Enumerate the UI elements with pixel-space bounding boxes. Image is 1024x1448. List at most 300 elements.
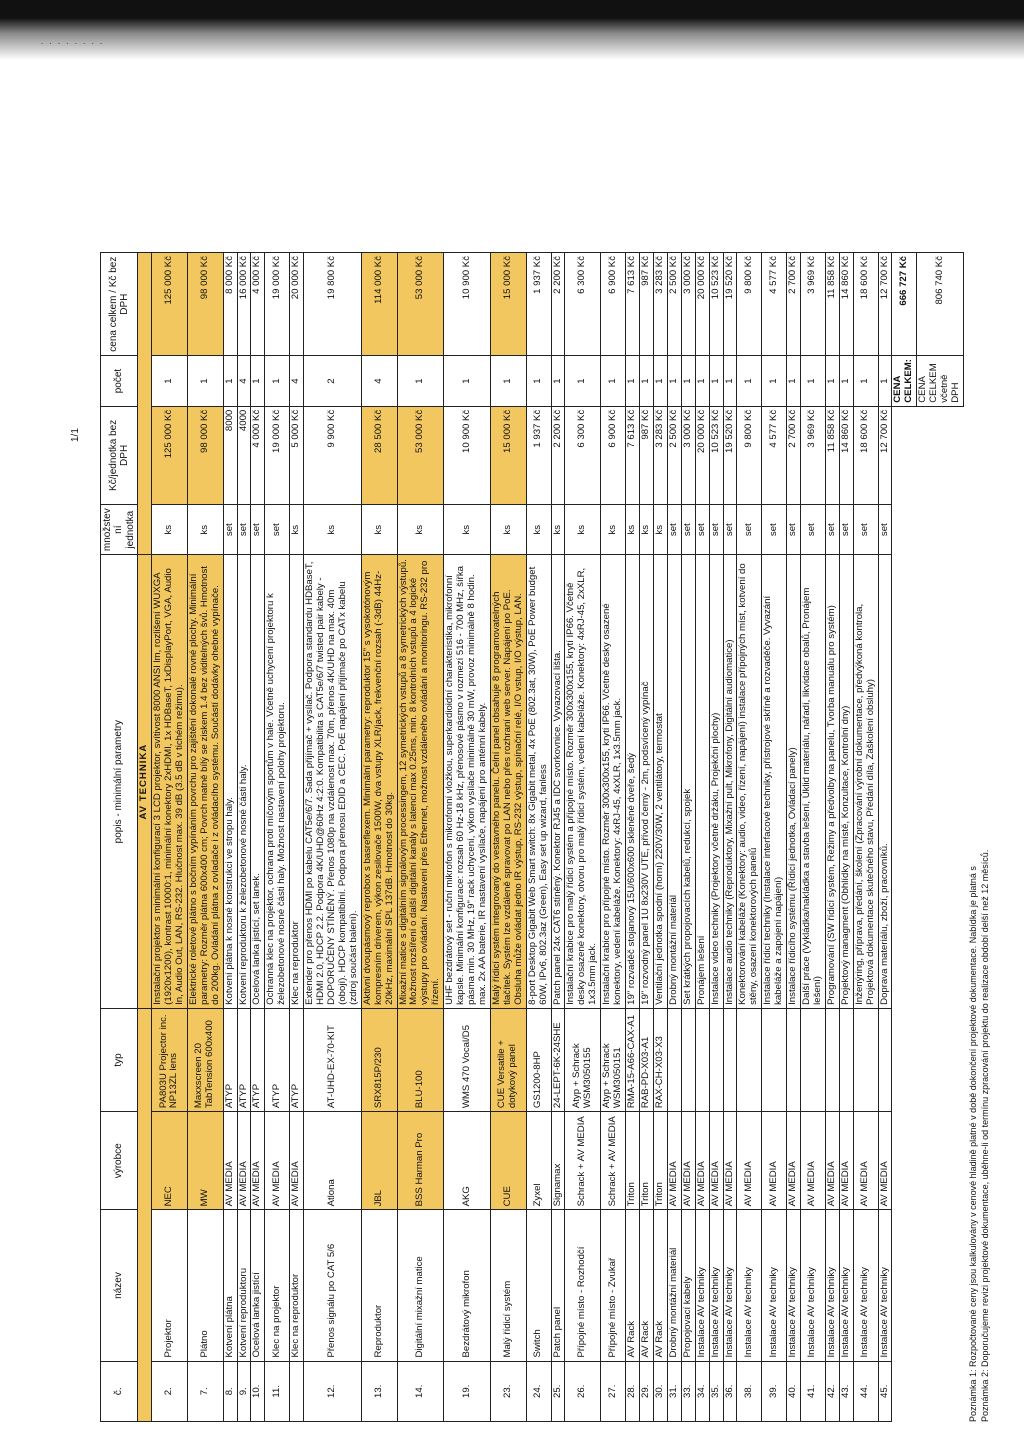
table-row [653,253,667,1422]
item-description: Aktivní dvoupásmový reprobox s basreflexem. Minimální parametry: reproduktor 15" s vysokotónovým kompresním driverem, výkon zesilovače 1500W, dva vstupy XLR/jack, frekvenční rozsah (-3dB) 44Hz-20kHz, maximální SPL 137dB. Hmotnost do 30kg. [361,555,397,1008]
header-name: název [101,1210,138,1361]
item-name: Přípojné místo - Rozhodčí [565,1210,601,1361]
row-number: 13. [361,1361,397,1421]
unit: ks [444,505,491,555]
item-type: Atyp + Schrack WSM3050151 [601,1008,626,1111]
row-number: 35. [709,1361,723,1421]
table-row [667,253,681,1422]
item-type: AT-UHD-EX-70-KIT [304,1008,362,1111]
item-description: Instalační krabice pro přípojné místo. Rozměr 300x300x155, krytí IP66. Včetně desky osazené konektory, vedení kabeláže. Konektory: 4xRJ-45, 4xXLR, 1x3.5mm jack. [601,555,626,1008]
row-total: 4 000 Kč [251,253,265,356]
row-number: 25. [551,1361,565,1421]
item-name: Instalace AV techniky [839,1210,853,1361]
row-total: 3 969 Kč [801,253,826,356]
unit-price: 2 500 Kč [667,406,681,504]
table-row [304,253,362,1422]
item-description: Projektový managment (Obhlídky na místě, Konzultace, Kontrolní dny) [839,555,853,1008]
row-total: 9 800 Kč [737,253,762,356]
table-row [565,253,601,1422]
quantity: 4 [361,356,397,406]
quantity: 1 [251,356,265,406]
row-number: 28. [626,1361,640,1421]
item-name: AV Rack [639,1210,653,1361]
table-row [551,253,565,1422]
table-row [223,253,237,1422]
header-row [101,253,138,1422]
item-description: Instalace audio techniky (Reproduktory, Mixažní pult, Mikrofony, Digitální audiomatice) [723,555,737,1008]
table-row [825,253,839,1422]
table-row [787,253,801,1422]
quantity: 1 [444,356,491,406]
item-name: Reproduktor [361,1210,397,1361]
manufacturer: AV MEDIA [825,1112,839,1210]
unit: ks [397,505,444,555]
unit: ks [551,505,565,555]
row-total: 3 283 Kč [653,253,667,356]
row-total: 125 000 Kč [152,253,188,356]
item-description: Instalační krabice pro malý řídicí systém a přípojné místo. Rozměr 300x300x155, krytí IP66. Včetně desky osazené konektory, otvoru pro malý řídicí systém, vedení kabeláže. Konektory: 4xRJ-45, 2xXLR, 1x3.5mm jack. [565,555,601,1008]
item-name: Malý řídicí systém [490,1210,526,1361]
table-row [361,253,397,1422]
item-description: Ochranná klec na projektor, ochrana proti míčovým sportům v hale. Včetně uchycení projektoru k železobetonové nosné části haly. Možnost nastavení polohy projektoru. [265,555,290,1008]
item-name: AV Rack [653,1210,667,1361]
quantity: 1 [653,356,667,406]
manufacturer: AV MEDIA [223,1112,237,1210]
unit: set [237,505,251,555]
unit: set [839,505,853,555]
item-description: Mixažní matice s digitálním signálovým processingem, 12 symetrických vstupů a 8 symetrických výstupů. Možnost rozšíření o další digitální kanály s latencí max 0.25ms, min. 8 kontrolních vstupů a 4 logické výstupy pro ovládání. Nastavení přes Ethernet, možnost vzdáleného ovládání a monitoringu. RS-232 pro řízení. [397,555,444,1008]
manufacturer: AV MEDIA [251,1112,265,1210]
manufacturer: MW [187,1112,223,1210]
item-type [737,1008,762,1111]
header-quantity: počet [101,356,138,406]
notes [968,122,991,1422]
section-title: AV TECHNIKA [138,555,152,1008]
item-name: Propojovací kabely [681,1210,695,1361]
row-total: 98 000 Kč [187,253,223,356]
quantity: 1 [152,356,188,406]
row-number: 41. [801,1361,826,1421]
unit-price: 14 860 Kč [839,406,853,504]
table-row [265,253,290,1422]
item-type: CUE Versatile + dotykový panel [490,1008,526,1111]
table-body [152,253,892,1422]
item-name: Kotvení reproduktoru [237,1210,251,1361]
item-description: 8-port Desktop Gigabit Web Smart switch: 8x Gigabit metal, 4x PoE (802.3at, 30W), PoE Power budget 60W, IPv6, 802.3az (Green), Easy set up wizard, fanless [526,555,551,1008]
unit: set [762,505,787,555]
row-number: 33. [681,1361,695,1421]
item-name: Projektor [152,1210,188,1361]
row-total: 20 000 Kč [695,253,709,356]
item-description: Elektrické roletové plátno s bočním vypínáním povrchu pro zajištění dokonalé rovné plochy. Minimální parametry: Rozměr plátna 600x400 cm; Povrch matně bílý se ziskem 1.4 bez viditelných švů. Hmotnost do 200kg. Ovládání plátna z ovladače i z ovládacího systému. Součástí dodávky ohebné vypínače. [187,555,223,1008]
row-number: 8. [223,1361,237,1421]
unit: ks [290,505,304,555]
quantity: 1 [839,356,853,406]
unit-price: 3 283 Kč [653,406,667,504]
manufacturer: Zyxel [526,1112,551,1210]
unit-price: 3 000 Kč [681,406,695,504]
row-total: 19 520 Kč [723,253,737,356]
row-total: 11 858 Kč [825,253,839,356]
item-description: Instalace video techniky (Projektory včetně držáku, Projekční plochy) [709,555,723,1008]
item-description: Patch panel 24x CAT6 stíněný. Konektor RJ45 a IDC svorkovnice. Vyvazovací lišta. [551,555,565,1008]
quantity: 1 [709,356,723,406]
manufacturer: NEC [152,1112,188,1210]
header-unit: množstev ní jednotka [101,505,138,555]
quantity: 1 [187,356,223,406]
table-row [853,253,878,1422]
item-type: RMA-15-A66-CAX-A1 [626,1008,640,1111]
row-total: 2 200 Kč [551,253,565,356]
item-name: Ocelová lanka jistící [251,1210,265,1361]
manufacturer: AV MEDIA [237,1112,251,1210]
table-row [490,253,526,1422]
manufacturer: Signamax [551,1112,565,1210]
quantity: 1 [723,356,737,406]
quantity: 1 [787,356,801,406]
row-total: 6 900 Kč [601,253,626,356]
scan-top-edge [0,0,1024,60]
quantity: 1 [681,356,695,406]
unit: set [223,505,237,555]
item-type: ATYP [223,1008,237,1111]
quantity: 1 [878,356,892,406]
row-total: 2 700 Kč [787,253,801,356]
row-number: 12. [304,1361,362,1421]
item-name: Klec na reproduktor [290,1210,304,1361]
item-description: Extender pro přenos HDMI po kabelu CAT5e/6/7. Sada přijímač + vysílač. Podpora standardu HDBaseT, HDMI 2.0, HDCP 2.2. Podpora 4K/UHD@60Hz 4:2:0. Kompatibilita s CAT5e/6/7 twisted pair kabely - DOPORUČENY STÍNĚNÝ. Přenos 1080p na vzdálenost max. 70m, přenos 4K/UHD na max. 40m (obojí). HDCP kompatibilní. Podpora přenosu EDID a CEC. PoE napájení přijímače po CATx kabelu (zdroj součást balení). [304,555,362,1008]
manufacturer: AV MEDIA [878,1112,892,1210]
item-name: Instalace AV techniky [853,1210,878,1361]
unit-price: 98 000 Kč [187,406,223,504]
row-total: 7 613 Kč [626,253,640,356]
quantity: 1 [397,356,444,406]
unit: ks [361,505,397,555]
item-type: ATYP [290,1008,304,1111]
header-type: typ [101,1008,138,1111]
item-description: 19" rozvaděč stojanový 15U/600x600 skleněné dveře, šedý [626,555,640,1008]
unit: ks [565,505,601,555]
unit: ks [152,505,188,555]
unit: set [737,505,762,555]
item-type [723,1008,737,1111]
manufacturer: AV MEDIA [681,1112,695,1210]
quantity: 4 [237,356,251,406]
row-total: 8 000 Kč [223,253,237,356]
unit-price: 6 900 Kč [601,406,626,504]
item-name: Bezdrátový mikrofon [444,1210,491,1361]
section-spacer [138,1008,152,1421]
row-total: 15 000 Kč [490,253,526,356]
item-type [709,1008,723,1111]
unit: set [878,505,892,555]
manufacturer: AV MEDIA [787,1112,801,1210]
row-number: 7. [187,1361,223,1421]
header-no: č. [101,1361,138,1421]
unit: ks [304,505,362,555]
row-total: 14 860 Kč [839,253,853,356]
item-description: Kotvení plátna k nosné konstrukci ve stropu haly. [223,555,237,1008]
manufacturer: Triton [653,1112,667,1210]
unit: set [825,505,839,555]
table-row [723,253,737,1422]
unit-price: 19 520 Kč [723,406,737,504]
unit-price: 4 000 Kč [251,406,265,504]
row-total: 10 523 Kč [709,253,723,356]
section-row [138,253,152,1422]
item-name: AV Rack [626,1210,640,1361]
row-number: 39. [762,1361,787,1421]
row-total: 12 700 Kč [878,253,892,356]
quantity: 1 [601,356,626,406]
unit: set [251,505,265,555]
unit-price: 9 900 Kč [304,406,362,504]
header-manufacturer: výrobce [101,1112,138,1210]
unit-price: 4 577 Kč [762,406,787,504]
row-number: 14. [397,1361,444,1421]
total-row [892,253,917,1422]
unit: set [667,505,681,555]
item-type: Atyp + Schrack WSM3050155 [565,1008,601,1111]
row-total: 53 000 Kč [397,253,444,356]
row-total: 19 000 Kč [265,253,290,356]
header-total: cena celkem / Kč bez DPH [101,253,138,356]
row-number: 36. [723,1361,737,1421]
quantity: 2 [304,356,362,406]
unit-price: 10 523 Kč [709,406,723,504]
quantity: 1 [223,356,237,406]
item-type: ATYP [251,1008,265,1111]
row-total: 16 000 Kč [237,253,251,356]
manufacturer: Triton [639,1112,653,1210]
table-row [397,253,444,1422]
row-number: 29. [639,1361,653,1421]
manufacturer: AV MEDIA [737,1112,762,1210]
row-number: 2. [152,1361,188,1421]
table-row [626,253,640,1422]
total-label: CENA CELKEM: [892,356,917,406]
unit: ks [490,505,526,555]
manufacturer: Schrack + AV MEDIA [565,1112,601,1210]
table-row [251,253,265,1422]
row-number: 9. [237,1361,251,1421]
table-row [695,253,709,1422]
item-name: Kotvení plátna [223,1210,237,1361]
item-name: Instalace AV techniky [695,1210,709,1361]
quantity: 1 [639,356,653,406]
manufacturer: AV MEDIA [762,1112,787,1210]
total-vat-row [917,253,964,1422]
manufacturer: AV MEDIA [853,1112,878,1210]
table-row [878,253,892,1422]
item-type [787,1008,801,1111]
item-description: Set krátkých propojovacích kabelů, redukcí, spojek [681,555,695,1008]
item-name: Instalace AV techniky [801,1210,826,1361]
item-type [762,1008,787,1111]
unit-price: 7 613 Kč [626,406,640,504]
item-name: Drobný montážní materiál [667,1210,681,1361]
row-number [290,1361,304,1421]
row-total: 19 800 Kč [304,253,362,356]
header-unit-price: Kč/jednotka bez DPH [101,406,138,504]
row-number: 23. [490,1361,526,1421]
item-name: Instalace AV techniky [825,1210,839,1361]
unit-price: 18 600 Kč [853,406,878,504]
item-description: Instalační projektor s minimální konfigurací 3 LCD projektor, svítivost 8000 ANSI lm, rozlišení WUXGA (1920x1200), kontrast 10000:1, minimální konektory 2xHDMI, 1x HDBaseT, 1xDisplayPort, VGA, Audio In, Audio Out, LAN, RS-232. Hlučnost max. 39 dB (3.5 dB v tichém režimu). [152,555,188,1008]
row-total: 1 937 Kč [526,253,551,356]
row-number: 34. [695,1361,709,1421]
quantity: 1 [801,356,826,406]
item-description: Programování (SW řídicí systém, Režimy a předvolby na panelu, Tvorba manuálu pro systém) [825,555,839,1008]
row-number: 11. [265,1361,290,1421]
item-type: 24-LEPT-6K-24SHE [551,1008,565,1111]
row-number: 26. [565,1361,601,1421]
total-value: 666 727 Kč [892,253,917,356]
item-name: Patch panel [551,1210,565,1361]
manufacturer: Schrack + AV MEDIA [601,1112,626,1210]
unit-price: 20 000 Kč [695,406,709,504]
item-type [695,1008,709,1111]
quantity: 1 [695,356,709,406]
unit: ks [526,505,551,555]
quantity: 1 [667,356,681,406]
manufacturer: Atlona [304,1112,362,1210]
table-row [290,253,304,1422]
table-row [237,253,251,1422]
table-row [737,253,762,1422]
unit-price: 987 Kč [639,406,653,504]
item-name: Přípojné místo - Zvukař [601,1210,626,1361]
note-1: Poznámka 1: Rozpočtované ceny jsou kalkulovány v cenové hladině platné v době dokončení projektové dokumentace. Nabídka je platná s [968,866,979,1422]
item-type [681,1008,695,1111]
manufacturer: BSS Harman Pro [397,1112,444,1210]
row-number: 38. [737,1361,762,1421]
total-vat-label: CENA CELKEM včetně DPH [917,356,964,406]
item-type [878,1008,892,1111]
unit-price: 8000 [223,406,237,504]
item-type: BLU-100 [397,1008,444,1111]
table-row [526,253,551,1422]
item-type: GS1200-8HP [526,1008,551,1111]
item-name: Switch [526,1210,551,1361]
manufacturer: AV MEDIA [290,1112,304,1210]
manufacturer: JBL [361,1112,397,1210]
price-table [100,252,964,1422]
unit-price: 1 937 Kč [526,406,551,504]
item-description: Ventilační jednotka spodní (horní) 220V/30W, 2 ventilátory, termostat [653,555,667,1008]
quantity: 1 [565,356,601,406]
manufacturer: AKG [444,1112,491,1210]
manufacturer: AV MEDIA [695,1112,709,1210]
item-type: RAB-PD-X03-A1 [639,1008,653,1111]
item-type: RAX-CH-X03-X3 [653,1008,667,1111]
item-name: Klec na projektor [265,1210,290,1361]
table-row [801,253,826,1422]
item-description: Klec na reproduktor [290,555,304,1008]
row-total: 114 000 Kč [361,253,397,356]
table-row [839,253,853,1422]
quantity: 1 [490,356,526,406]
rotated-document [70,122,990,1422]
scan-header-text: · · · · · · · · [40,40,104,48]
quantity: 1 [825,356,839,406]
row-total: 4 577 Kč [762,253,787,356]
item-name: Instalace AV techniky [878,1210,892,1361]
row-number: 31. [667,1361,681,1421]
unit-price: 2 200 Kč [551,406,565,504]
quantity: 1 [526,356,551,406]
quantity: 1 [265,356,290,406]
item-name: Instalace AV techniky [762,1210,787,1361]
unit-price: 10 900 Kč [444,406,491,504]
row-number: 44. [853,1361,878,1421]
item-type: ATYP [265,1008,290,1111]
unit-price: 15 000 Kč [490,406,526,504]
item-description: Pronájem lešení [695,555,709,1008]
page-number: 1/1 [70,428,81,442]
row-total: 987 Kč [639,253,653,356]
item-description: Ocelová lanka jistící, set lanek. [251,555,265,1008]
item-description: Instalace řídicí techniky (Instalace interfacové techniky, přístrojové skříně a rozvaděče. Vyvazání kabeláže a zapojení napájení) [762,555,787,1008]
unit: set [723,505,737,555]
quantity: 1 [762,356,787,406]
item-type [667,1008,681,1111]
table-row [709,253,723,1422]
table-row [762,253,787,1422]
manufacturer: AV MEDIA [839,1112,853,1210]
unit-price: 9 800 Kč [737,406,762,504]
unit-price: 28 500 Kč [361,406,397,504]
unit: ks [187,505,223,555]
item-name: Instalace AV techniky [787,1210,801,1361]
manufacturer: AV MEDIA [667,1112,681,1210]
table-row [152,253,188,1422]
row-total: 20 000 Kč [290,253,304,356]
row-number: 45. [878,1361,892,1421]
quantity: 4 [290,356,304,406]
row-number: 27. [601,1361,626,1421]
unit: set [787,505,801,555]
quantity: 1 [853,356,878,406]
unit-price: 6 300 Kč [565,406,601,504]
table-row [639,253,653,1422]
row-total: 10 900 Kč [444,253,491,356]
row-total: 3 000 Kč [681,253,695,356]
item-description: Konektorování kabeláže (Konektory: audio, video, řízení, napájení) instalace přípojných míst, kotvení do stěny, osazení konektorových panelů [737,555,762,1008]
item-description: Doprava materiálu, zboží, pracovníků. [878,555,892,1008]
unit-price: 12 700 Kč [878,406,892,504]
row-number: 19. [444,1361,491,1421]
unit-price: 53 000 Kč [397,406,444,504]
unit: ks [626,505,640,555]
table-row [681,253,695,1422]
quantity: 1 [551,356,565,406]
item-name: Instalace AV techniky [723,1210,737,1361]
unit: set [853,505,878,555]
item-description: Další práce (Vykládka/nakládka a stavba lešení, Úklid materiálu, nářadí, likvidace obalů, Pronájem lešení) [801,555,826,1008]
section-spacer-right [138,253,152,555]
unit: ks [601,505,626,555]
row-total: 2 500 Kč [667,253,681,356]
item-description: Kotvení reproduktoru k železobetonové nosné části haly. [237,555,251,1008]
unit-price: 4000 [237,406,251,504]
unit-price: 5 000 Kč [290,406,304,504]
item-description: 19" rozvodný panel 1U 8x230V UTE, přívod černý - 2m, podsvícený vypínač [639,555,653,1008]
unit-price: 19 000 Kč [265,406,290,504]
item-description: Drobný montážní materiál [667,555,681,1008]
unit: ks [639,505,653,555]
unit: ks [653,505,667,555]
